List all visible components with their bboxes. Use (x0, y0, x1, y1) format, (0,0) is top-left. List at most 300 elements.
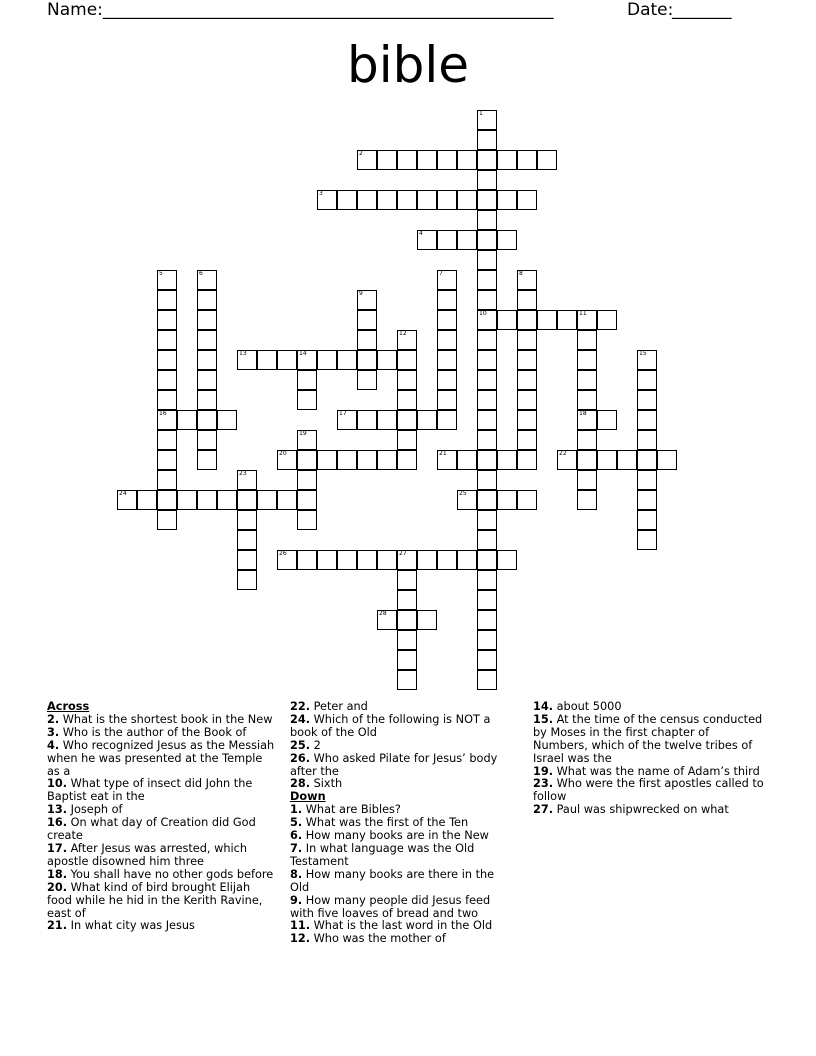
grid-cell[interactable] (437, 190, 457, 210)
clue-number-label: 1 (479, 110, 483, 117)
clue-item (47, 843, 277, 869)
grid-cell[interactable] (457, 450, 477, 470)
grid-cell[interactable] (257, 490, 277, 510)
clue-number: 12. (290, 932, 311, 946)
grid-cell[interactable] (357, 150, 377, 170)
grid-cell[interactable] (397, 150, 417, 170)
grid-cell[interactable] (297, 450, 317, 470)
grid-cell[interactable] (497, 150, 517, 170)
clue-text: Joseph of (70, 803, 123, 817)
grid-cell[interactable] (437, 550, 457, 570)
clue-text: Who recognized Jesus as the Messiah when he was presented at the Temple as a (47, 738, 275, 778)
clue-number-label: 15 (639, 350, 647, 357)
grid-cell[interactable] (157, 510, 177, 530)
grid-cell[interactable] (477, 230, 497, 250)
clue-number: 21. (47, 919, 68, 933)
grid-cell[interactable] (497, 310, 517, 330)
grid-cell[interactable] (217, 490, 237, 510)
grid-cell[interactable] (477, 610, 497, 630)
grid-cell[interactable] (297, 390, 317, 410)
grid-cell[interactable] (297, 470, 317, 490)
clue-number: 27. (533, 803, 554, 817)
grid-cell[interactable] (517, 490, 537, 510)
grid-cell[interactable] (477, 150, 497, 170)
grid-cell[interactable] (197, 450, 217, 470)
grid-cell[interactable] (497, 230, 517, 250)
grid-cell[interactable] (357, 330, 377, 350)
clue-text: Who asked Pilate for Jesus’ body after the (290, 751, 498, 778)
grid-cell[interactable] (437, 370, 457, 390)
grid-cell[interactable] (177, 490, 197, 510)
grid-cell[interactable] (277, 450, 297, 470)
grid-cell[interactable] (637, 390, 657, 410)
grid-cell[interactable] (157, 270, 177, 290)
grid-cell[interactable] (517, 290, 537, 310)
grid-cell[interactable] (157, 350, 177, 370)
grid-cell[interactable] (477, 110, 497, 130)
grid-cell[interactable] (197, 370, 217, 390)
grid-cell[interactable] (477, 470, 497, 490)
clue-item (290, 714, 515, 740)
grid-cell[interactable] (237, 510, 257, 530)
grid-cell[interactable] (197, 410, 217, 430)
clue-text: How many people did Jesus feed with five loaves of bread and two (290, 893, 491, 920)
grid-cell[interactable] (437, 270, 457, 290)
grid-cell[interactable] (157, 290, 177, 310)
grid-cell[interactable] (157, 390, 177, 410)
grid-cell[interactable] (477, 310, 497, 330)
grid-cell[interactable] (477, 530, 497, 550)
grid-cell[interactable] (477, 510, 497, 530)
down-clue-list-continued (533, 701, 765, 817)
clue-number: 14. (533, 700, 554, 713)
grid-cell[interactable] (517, 310, 537, 330)
grid-cell[interactable] (397, 610, 417, 630)
clue-item (290, 933, 515, 946)
grid-cell[interactable] (197, 430, 217, 450)
down-clue-list (290, 804, 515, 946)
grid-cell[interactable] (517, 430, 537, 450)
clue-number-label: 20 (279, 450, 287, 457)
clue-number: 6. (290, 829, 303, 843)
grid-cell[interactable] (297, 430, 317, 450)
clue-number: 22. (290, 700, 311, 713)
grid-cell[interactable] (137, 490, 157, 510)
grid-cell[interactable] (377, 350, 397, 370)
grid-cell[interactable] (577, 410, 597, 430)
name-label: Name: (47, 0, 103, 20)
grid-cell[interactable] (437, 230, 457, 250)
grid-cell[interactable] (497, 550, 517, 570)
grid-cell[interactable] (237, 530, 257, 550)
clue-number-label: 25 (459, 490, 467, 497)
grid-cell[interactable] (657, 450, 677, 470)
clue-text: Who is the author of the Book of (62, 725, 247, 739)
grid-cell[interactable] (457, 150, 477, 170)
clue-number-label: 23 (239, 470, 247, 477)
clue-item (47, 882, 277, 921)
clue-number-label: 5 (159, 270, 163, 277)
clue-number-label: 7 (439, 270, 443, 277)
clue-number-label: 12 (399, 330, 407, 337)
grid-cell[interactable] (477, 650, 497, 670)
clue-text: After Jesus was arrested, which apostle disowned him three (47, 841, 248, 868)
grid-cell[interactable] (517, 190, 537, 210)
grid-cell[interactable] (477, 630, 497, 650)
clue-text: What type of insect did John the Baptist eat in the (47, 777, 253, 804)
grid-cell[interactable] (237, 490, 257, 510)
clue-text: Which of the following is NOT a book of the Old (290, 712, 491, 739)
grid-cell[interactable] (457, 230, 477, 250)
grid-cell[interactable] (437, 150, 457, 170)
grid-cell[interactable] (157, 330, 177, 350)
clue-number: 11. (290, 919, 311, 933)
clue-text: In what city was Jesus (70, 919, 195, 933)
grid-cell[interactable] (597, 410, 617, 430)
grid-cell[interactable] (357, 350, 377, 370)
grid-cell[interactable] (197, 290, 217, 310)
grid-cell[interactable] (637, 530, 657, 550)
grid-cell[interactable] (577, 470, 597, 490)
clue-number: 16. (47, 816, 68, 830)
grid-cell[interactable] (157, 430, 177, 450)
grid-cell[interactable] (417, 610, 437, 630)
clue-text: How many books are in the New (305, 829, 489, 843)
grid-cell[interactable] (417, 230, 437, 250)
grid-cell[interactable] (397, 350, 417, 370)
clue-number: 25. (290, 738, 311, 752)
grid-cell[interactable] (397, 670, 417, 690)
grid-cell[interactable] (337, 350, 357, 370)
grid-cell[interactable] (477, 350, 497, 370)
grid-cell[interactable] (417, 550, 437, 570)
clue-text: Who was the mother of (313, 932, 446, 946)
grid-cell[interactable] (477, 410, 497, 430)
clue-number-label: 19 (299, 430, 307, 437)
grid-cell[interactable] (377, 450, 397, 470)
grid-cell[interactable] (577, 330, 597, 350)
grid-cell[interactable] (577, 350, 597, 370)
clue-number: 23. (533, 777, 554, 791)
grid-cell[interactable] (377, 550, 397, 570)
grid-cell[interactable] (417, 150, 437, 170)
clue-number: 4. (47, 738, 60, 752)
clue-number-label: 11 (579, 310, 587, 317)
grid-cell[interactable] (397, 370, 417, 390)
across-clue-list (47, 714, 277, 933)
grid-cell[interactable] (637, 510, 657, 530)
grid-cell[interactable] (337, 410, 357, 430)
grid-cell[interactable] (517, 450, 537, 470)
grid-cell[interactable] (217, 410, 237, 430)
grid-cell[interactable] (637, 450, 657, 470)
grid-cell[interactable] (477, 670, 497, 690)
grid-cell[interactable] (517, 150, 537, 170)
clue-number: 5. (290, 816, 303, 830)
grid-cell[interactable] (497, 490, 517, 510)
grid-cell[interactable] (297, 350, 317, 370)
grid-cell[interactable] (557, 310, 577, 330)
puzzle-title: bible (346, 36, 470, 94)
grid-cell[interactable] (637, 490, 657, 510)
clues-column-3 (533, 701, 765, 817)
grid-cell[interactable] (477, 330, 497, 350)
clue-number: 7. (290, 841, 303, 855)
down-heading: Down (290, 790, 326, 804)
grid-cell[interactable] (297, 370, 317, 390)
clue-number-label: 2 (359, 150, 363, 157)
grid-cell[interactable] (377, 410, 397, 430)
grid-cell[interactable] (457, 190, 477, 210)
grid-cell[interactable] (477, 370, 497, 390)
grid-cell[interactable] (637, 430, 657, 450)
grid-cell[interactable] (157, 490, 177, 510)
grid-cell[interactable] (357, 550, 377, 570)
grid-cell[interactable] (337, 550, 357, 570)
grid-cell[interactable] (457, 490, 477, 510)
grid-cell[interactable] (477, 190, 497, 210)
clue-number: 10. (47, 777, 68, 791)
grid-cell[interactable] (397, 390, 417, 410)
grid-cell[interactable] (397, 410, 417, 430)
grid-cell[interactable] (357, 310, 377, 330)
grid-cell[interactable] (237, 350, 257, 370)
grid-cell[interactable] (317, 190, 337, 210)
grid-cell[interactable] (437, 310, 457, 330)
clues-column-2 (290, 701, 515, 946)
across-clue-list-continued (290, 701, 515, 791)
grid-cell[interactable] (637, 350, 657, 370)
grid-cell[interactable] (357, 450, 377, 470)
grid-cell[interactable] (357, 190, 377, 210)
grid-cell[interactable] (197, 270, 217, 290)
clue-text: Who were the first apostles called to follow (533, 777, 764, 804)
across-heading: Across (47, 700, 90, 713)
grid-cell[interactable] (477, 590, 497, 610)
grid-cell[interactable] (577, 310, 597, 330)
clue-text: Peter and (313, 700, 368, 713)
grid-cell[interactable] (517, 410, 537, 430)
clue-number-label: 3 (319, 190, 323, 197)
grid-cell[interactable] (437, 410, 457, 430)
grid-cell[interactable] (397, 590, 417, 610)
grid-cell[interactable] (237, 570, 257, 590)
clue-item (47, 920, 277, 933)
clue-number-label: 16 (159, 410, 167, 417)
clue-number-label: 13 (239, 350, 247, 357)
clue-number-label: 28 (379, 610, 387, 617)
clue-number: 20. (47, 880, 68, 894)
clue-number-label: 4 (419, 230, 423, 237)
grid-cell[interactable] (337, 190, 357, 210)
grid-cell[interactable] (517, 390, 537, 410)
grid-cell[interactable] (277, 490, 297, 510)
grid-cell[interactable] (237, 550, 257, 570)
grid-cell[interactable] (437, 350, 457, 370)
clue-number-label: 17 (339, 410, 347, 417)
grid-cell[interactable] (397, 630, 417, 650)
grid-cell[interactable] (237, 470, 257, 490)
clue-text: You shall have no other gods before (70, 867, 274, 881)
clue-text: On what day of Creation did God create (47, 816, 256, 843)
grid-cell[interactable] (477, 570, 497, 590)
grid-cell[interactable] (397, 330, 417, 350)
clue-number: 18. (47, 867, 68, 881)
grid-cell[interactable] (397, 190, 417, 210)
grid-cell[interactable] (397, 650, 417, 670)
clue-text: Paul was shipwrecked on what (556, 803, 729, 817)
grid-cell[interactable] (497, 450, 517, 470)
grid-cell[interactable] (477, 430, 497, 450)
grid-cell[interactable] (277, 550, 297, 570)
grid-cell[interactable] (537, 310, 557, 330)
grid-cell[interactable] (477, 390, 497, 410)
grid-cell[interactable] (437, 390, 457, 410)
clue-number-label: 9 (359, 290, 363, 297)
grid-cell[interactable] (117, 490, 137, 510)
grid-cell[interactable] (337, 450, 357, 470)
grid-cell[interactable] (417, 410, 437, 430)
grid-cell[interactable] (597, 310, 617, 330)
grid-cell[interactable] (377, 150, 397, 170)
grid-cell[interactable] (477, 550, 497, 570)
grid-cell[interactable] (477, 250, 497, 270)
grid-cell[interactable] (157, 470, 177, 490)
clue-text: What was the name of Adam’s third (556, 764, 760, 778)
clue-number: 1. (290, 803, 303, 817)
clues-column-1 (47, 701, 277, 933)
grid-cell[interactable] (357, 410, 377, 430)
clue-number: 3. (47, 725, 60, 739)
grid-cell[interactable] (197, 330, 217, 350)
grid-cell[interactable] (477, 210, 497, 230)
grid-cell[interactable] (637, 410, 657, 430)
clue-item (290, 753, 515, 779)
grid-cell[interactable] (637, 470, 657, 490)
grid-cell[interactable] (497, 190, 517, 210)
clue-number-label: 6 (199, 270, 203, 277)
grid-cell[interactable] (557, 450, 577, 470)
clue-item (47, 778, 277, 804)
grid-cell[interactable] (597, 450, 617, 470)
grid-cell[interactable] (477, 490, 497, 510)
grid-cell[interactable] (317, 350, 337, 370)
clue-text: How many books are there in the Old (290, 867, 495, 894)
grid-cell[interactable] (577, 450, 597, 470)
grid-cell[interactable] (277, 350, 297, 370)
grid-cell[interactable] (297, 490, 317, 510)
grid-cell[interactable] (477, 270, 497, 290)
grid-cell[interactable] (357, 290, 377, 310)
grid-cell[interactable] (517, 370, 537, 390)
grid-cell[interactable] (577, 490, 597, 510)
clue-number-label: 24 (119, 490, 127, 497)
clue-item (47, 817, 277, 843)
clue-number: 24. (290, 712, 311, 726)
clue-number-label: 10 (479, 310, 487, 317)
name-line: _____________________________________________________ (103, 0, 554, 20)
grid-cell[interactable] (537, 150, 557, 170)
grid-cell[interactable] (637, 370, 657, 390)
clue-number: 13. (47, 803, 68, 817)
grid-cell[interactable] (197, 390, 217, 410)
clue-number-label: 14 (299, 350, 307, 357)
clue-item (290, 843, 515, 869)
grid-cell[interactable] (577, 430, 597, 450)
grid-cell[interactable] (517, 350, 537, 370)
grid-cell[interactable] (397, 430, 417, 450)
clue-number: 15. (533, 712, 554, 726)
clue-item (533, 714, 765, 766)
grid-cell[interactable] (457, 550, 477, 570)
grid-cell[interactable] (177, 410, 197, 430)
clue-item (290, 869, 515, 895)
grid-cell[interactable] (477, 170, 497, 190)
grid-cell[interactable] (377, 610, 397, 630)
clue-text: 2 (313, 738, 321, 752)
grid-cell[interactable] (197, 350, 217, 370)
grid-cell[interactable] (477, 130, 497, 150)
clue-number-label: 8 (519, 270, 523, 277)
grid-cell[interactable] (397, 570, 417, 590)
clue-text: In what language was the Old Testament (290, 841, 475, 868)
grid-cell[interactable] (397, 550, 417, 570)
clue-number-label: 27 (399, 550, 407, 557)
grid-cell[interactable] (317, 550, 337, 570)
grid-cell[interactable] (157, 410, 177, 430)
grid-cell[interactable] (417, 190, 437, 210)
grid-cell[interactable] (517, 270, 537, 290)
clue-text: What are Bibles? (305, 803, 401, 817)
grid-cell[interactable] (577, 390, 597, 410)
grid-cell[interactable] (477, 450, 497, 470)
grid-cell[interactable] (157, 310, 177, 330)
clue-number-label: 22 (559, 450, 567, 457)
grid-cell[interactable] (157, 450, 177, 470)
clue-number: 2. (47, 712, 60, 726)
clue-text: What kind of bird brought Elijah food while he hid in the Kerith Ravine, east of (47, 880, 263, 920)
clue-text: about 5000 (556, 700, 622, 713)
grid-cell[interactable] (317, 450, 337, 470)
clue-number: 17. (47, 841, 68, 855)
grid-cell[interactable] (517, 330, 537, 350)
grid-cell[interactable] (297, 510, 317, 530)
grid-cell[interactable] (437, 330, 457, 350)
grid-cell[interactable] (157, 370, 177, 390)
grid-cell[interactable] (437, 290, 457, 310)
grid-cell[interactable] (297, 550, 317, 570)
grid-cell[interactable] (257, 350, 277, 370)
clue-number: 28. (290, 777, 311, 791)
clue-text: What is the last word in the Old (313, 919, 493, 933)
clue-text: At the time of the census conducted by Moses in the first chapter of Numbers, which of the twelve tribes of Israel was the (533, 712, 763, 765)
clue-text: What was the first of the Ten (305, 816, 469, 830)
grid-cell[interactable] (397, 450, 417, 470)
date-label: Date: (627, 0, 674, 20)
grid-cell[interactable] (617, 450, 637, 470)
grid-cell[interactable] (477, 290, 497, 310)
clue-text: What is the shortest book in the New (62, 712, 273, 726)
grid-cell[interactable] (197, 310, 217, 330)
grid-cell[interactable] (357, 370, 377, 390)
grid-cell[interactable] (577, 370, 597, 390)
clue-number: 8. (290, 867, 303, 881)
grid-cell[interactable] (377, 190, 397, 210)
grid-cell[interactable] (197, 490, 217, 510)
clue-number-label: 26 (279, 550, 287, 557)
grid-cell[interactable] (437, 450, 457, 470)
clue-text: Sixth (313, 777, 343, 791)
